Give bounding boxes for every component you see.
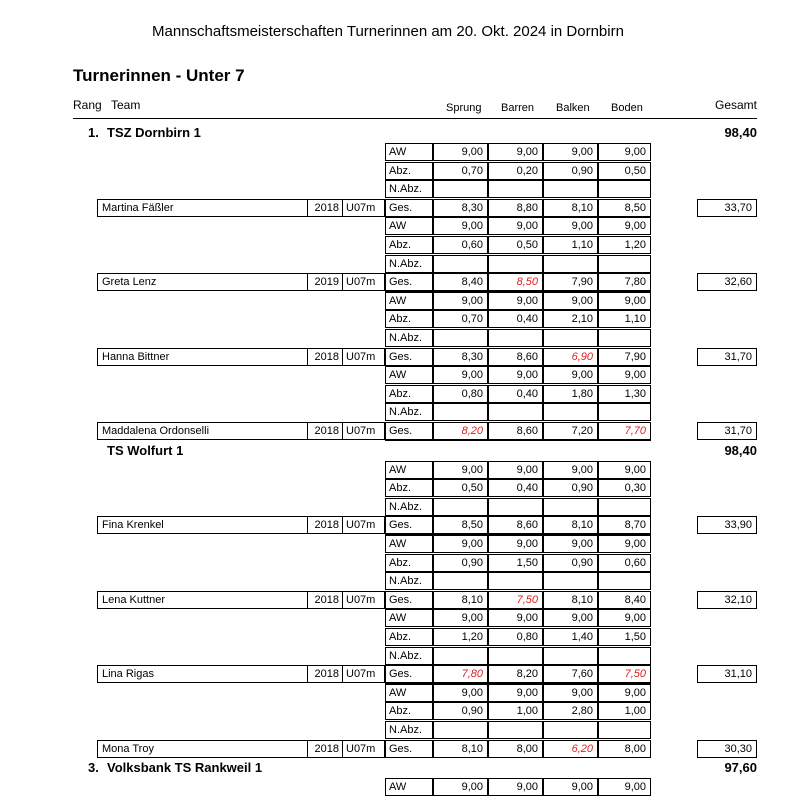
score-aw-0: 9,00 xyxy=(433,684,488,702)
row-label-ges: Ges. xyxy=(385,740,433,758)
row-label-ges: Ges. xyxy=(385,516,433,534)
score-aw-1: 9,00 xyxy=(488,143,543,161)
team-total: 97,60 xyxy=(724,760,757,776)
gymnast-total: 31,10 xyxy=(697,665,757,683)
score-ges-3: 7,90 xyxy=(598,348,651,366)
row-label-aw: AW xyxy=(385,366,433,384)
score-ges-1: 8,20 xyxy=(488,665,543,683)
score-abz-2: 0,90 xyxy=(543,162,598,180)
score-aw-3: 9,00 xyxy=(598,535,651,553)
column-header-boden: Boden xyxy=(611,102,643,114)
score-nabz-2 xyxy=(543,180,598,198)
score-ges-0: 8,10 xyxy=(433,591,488,609)
gymnast-total: 32,10 xyxy=(697,591,757,609)
score-aw-3: 9,00 xyxy=(598,778,651,796)
score-abz-0: 0,80 xyxy=(433,385,488,403)
score-abz-1: 1,50 xyxy=(488,554,543,572)
score-nabz-1 xyxy=(488,403,543,421)
score-ges-1: 8,80 xyxy=(488,199,543,217)
score-aw-0: 9,00 xyxy=(433,366,488,384)
row-label-aw: AW xyxy=(385,461,433,479)
score-nabz-3 xyxy=(598,721,651,739)
score-abz-2: 1,80 xyxy=(543,385,598,403)
score-nabz-2 xyxy=(543,647,598,665)
score-aw-0: 9,00 xyxy=(433,292,488,310)
score-abz-0: 0,50 xyxy=(433,479,488,497)
row-label-nabz: N.Abz. xyxy=(385,498,433,516)
score-abz-3: 1,30 xyxy=(598,385,651,403)
score-aw-3: 9,00 xyxy=(598,366,651,384)
score-nabz-2 xyxy=(543,255,598,273)
gymnast-name: Hanna Bittner xyxy=(97,348,308,366)
score-ges-3: 7,70 xyxy=(598,422,651,440)
score-ges-0: 8,50 xyxy=(433,516,488,534)
score-aw-1: 9,00 xyxy=(488,684,543,702)
score-ges-2: 6,20 xyxy=(543,740,598,758)
score-aw-3: 9,00 xyxy=(598,461,651,479)
score-aw-1: 9,00 xyxy=(488,366,543,384)
score-abz-3: 0,60 xyxy=(598,554,651,572)
score-ges-3: 7,80 xyxy=(598,273,651,291)
gymnast-year: 2018 xyxy=(307,348,343,366)
gymnast-separator xyxy=(385,757,651,758)
score-aw-1: 9,00 xyxy=(488,535,543,553)
row-label-nabz: N.Abz. xyxy=(385,647,433,665)
score-nabz-0 xyxy=(433,255,488,273)
score-abz-1: 0,20 xyxy=(488,162,543,180)
gymnast-total: 31,70 xyxy=(697,422,757,440)
score-abz-1: 0,40 xyxy=(488,385,543,403)
score-abz-1: 0,80 xyxy=(488,628,543,646)
score-ges-3: 7,50 xyxy=(598,665,651,683)
gymnast-class: U07m xyxy=(342,740,385,758)
score-aw-1: 9,00 xyxy=(488,217,543,235)
score-aw-2: 9,00 xyxy=(543,535,598,553)
team-name: TS Wolfurt 1 xyxy=(107,442,184,458)
score-aw-2: 9,00 xyxy=(543,684,598,702)
score-ges-3: 8,50 xyxy=(598,199,651,217)
score-abz-2: 2,10 xyxy=(543,310,598,328)
row-label-aw: AW xyxy=(385,143,433,161)
score-nabz-1 xyxy=(488,572,543,590)
score-aw-3: 9,00 xyxy=(598,217,651,235)
score-nabz-1 xyxy=(488,721,543,739)
gymnast-class: U07m xyxy=(342,665,385,683)
score-abz-1: 1,00 xyxy=(488,702,543,720)
gymnast-name: Lena Kuttner xyxy=(97,591,308,609)
gymnast-total: 33,70 xyxy=(697,199,757,217)
gymnast-name: Martina Fäßler xyxy=(97,199,308,217)
score-ges-2: 7,60 xyxy=(543,665,598,683)
gymnast-total: 33,90 xyxy=(697,516,757,534)
score-nabz-0 xyxy=(433,180,488,198)
gymnast-separator xyxy=(385,440,651,441)
column-header-barren: Barren xyxy=(501,102,535,114)
gymnast-class: U07m xyxy=(342,422,385,440)
score-aw-1: 9,00 xyxy=(488,778,543,796)
row-label-aw: AW xyxy=(385,778,433,796)
score-nabz-1 xyxy=(488,647,543,665)
score-nabz-3 xyxy=(598,180,651,198)
row-label-abz: Abz. xyxy=(385,162,433,180)
score-ges-2: 7,90 xyxy=(543,273,598,291)
score-aw-2: 9,00 xyxy=(543,143,598,161)
team-name: TSZ Dornbirn 1 xyxy=(107,125,201,140)
row-label-aw: AW xyxy=(385,217,433,235)
score-aw-1: 9,00 xyxy=(488,461,543,479)
score-abz-1: 0,40 xyxy=(488,310,543,328)
score-abz-0: 0,70 xyxy=(433,310,488,328)
score-ges-3: 8,40 xyxy=(598,591,651,609)
score-abz-0: 1,20 xyxy=(433,628,488,646)
score-abz-0: 0,90 xyxy=(433,554,488,572)
row-label-nabz: N.Abz. xyxy=(385,572,433,590)
column-header-sprung: Sprung xyxy=(446,102,482,114)
score-ges-2: 6,90 xyxy=(543,348,598,366)
column-header-team: Team xyxy=(111,98,141,112)
score-aw-0: 9,00 xyxy=(433,535,488,553)
row-label-nabz: N.Abz. xyxy=(385,255,433,273)
score-aw-0: 9,00 xyxy=(433,778,488,796)
row-label-abz: Abz. xyxy=(385,236,433,254)
score-abz-2: 0,90 xyxy=(543,554,598,572)
score-ges-2: 8,10 xyxy=(543,199,598,217)
score-aw-0: 9,00 xyxy=(433,609,488,627)
score-abz-3: 1,00 xyxy=(598,702,651,720)
gymnast-total: 32,60 xyxy=(697,273,757,291)
gymnast-year: 2018 xyxy=(307,199,343,217)
score-abz-3: 1,20 xyxy=(598,236,651,254)
score-abz-2: 1,10 xyxy=(543,236,598,254)
score-abz-0: 0,60 xyxy=(433,236,488,254)
column-header-rang: Rang xyxy=(73,98,102,112)
team-name: Volksbank TS Rankweil 1 xyxy=(107,760,263,776)
score-nabz-0 xyxy=(433,647,488,665)
gymnast-name: Mona Troy xyxy=(97,740,308,758)
team-total: 98,40 xyxy=(724,442,757,458)
score-aw-0: 9,00 xyxy=(433,143,488,161)
score-abz-2: 2,80 xyxy=(543,702,598,720)
score-ges-3: 8,00 xyxy=(598,740,651,758)
gymnast-name: Lina Rigas xyxy=(97,665,308,683)
row-label-aw: AW xyxy=(385,292,433,310)
gymnast-year: 2018 xyxy=(307,422,343,440)
score-ges-2: 8,10 xyxy=(543,591,598,609)
score-ges-1: 8,60 xyxy=(488,348,543,366)
score-nabz-1 xyxy=(488,329,543,347)
row-label-aw: AW xyxy=(385,535,433,553)
score-nabz-1 xyxy=(488,180,543,198)
row-label-ges: Ges. xyxy=(385,348,433,366)
gymnast-class: U07m xyxy=(342,199,385,217)
score-ges-0: 8,30 xyxy=(433,199,488,217)
gymnast-class: U07m xyxy=(342,348,385,366)
score-nabz-0 xyxy=(433,572,488,590)
gymnast-class: U07m xyxy=(342,516,385,534)
score-ges-1: 8,60 xyxy=(488,516,543,534)
gymnast-name: Maddalena Ordonselli xyxy=(97,422,308,440)
score-aw-0: 9,00 xyxy=(433,217,488,235)
gymnast-name: Greta Lenz xyxy=(97,273,308,291)
score-aw-1: 9,00 xyxy=(488,292,543,310)
score-nabz-3 xyxy=(598,572,651,590)
gymnast-year: 2018 xyxy=(307,740,343,758)
score-abz-3: 0,50 xyxy=(598,162,651,180)
score-aw-2: 9,00 xyxy=(543,461,598,479)
score-aw-2: 9,00 xyxy=(543,292,598,310)
score-aw-2: 9,00 xyxy=(543,609,598,627)
row-label-ges: Ges. xyxy=(385,273,433,291)
row-label-nabz: N.Abz. xyxy=(385,180,433,198)
score-aw-2: 9,00 xyxy=(543,217,598,235)
row-label-aw: AW xyxy=(385,684,433,702)
score-aw-0: 9,00 xyxy=(433,461,488,479)
score-abz-1: 0,40 xyxy=(488,479,543,497)
score-nabz-0 xyxy=(433,403,488,421)
gymnast-year: 2018 xyxy=(307,516,343,534)
category-title: Turnerinnen - Unter 7 xyxy=(73,66,245,85)
team-rank: 3. xyxy=(88,760,99,776)
score-nabz-1 xyxy=(488,255,543,273)
column-header-gesamt: Gesamt xyxy=(714,98,757,112)
score-abz-2: 1,40 xyxy=(543,628,598,646)
row-label-abz: Abz. xyxy=(385,385,433,403)
score-aw-1: 9,00 xyxy=(488,609,543,627)
score-aw-2: 9,00 xyxy=(543,778,598,796)
score-ges-1: 7,50 xyxy=(488,591,543,609)
row-label-nabz: N.Abz. xyxy=(385,403,433,421)
row-label-nabz: N.Abz. xyxy=(385,329,433,347)
score-ges-0: 8,10 xyxy=(433,740,488,758)
score-ges-0: 8,40 xyxy=(433,273,488,291)
row-label-abz: Abz. xyxy=(385,479,433,497)
score-nabz-3 xyxy=(598,498,651,516)
score-aw-3: 9,00 xyxy=(598,684,651,702)
row-label-abz: Abz. xyxy=(385,702,433,720)
score-nabz-0 xyxy=(433,329,488,347)
score-aw-2: 9,00 xyxy=(543,366,598,384)
score-ges-1: 8,00 xyxy=(488,740,543,758)
score-abz-3: 0,30 xyxy=(598,479,651,497)
team-total: 98,40 xyxy=(724,125,757,140)
score-nabz-1 xyxy=(488,498,543,516)
row-label-ges: Ges. xyxy=(385,199,433,217)
score-ges-3: 8,70 xyxy=(598,516,651,534)
score-nabz-2 xyxy=(543,403,598,421)
score-aw-3: 9,00 xyxy=(598,292,651,310)
score-ges-1: 8,60 xyxy=(488,422,543,440)
score-nabz-0 xyxy=(433,498,488,516)
gymnast-total: 30,30 xyxy=(697,740,757,758)
row-label-abz: Abz. xyxy=(385,628,433,646)
score-abz-2: 0,90 xyxy=(543,479,598,497)
score-ges-0: 8,20 xyxy=(433,422,488,440)
score-nabz-3 xyxy=(598,329,651,347)
score-nabz-3 xyxy=(598,255,651,273)
score-nabz-3 xyxy=(598,647,651,665)
score-aw-3: 9,00 xyxy=(598,609,651,627)
row-label-ges: Ges. xyxy=(385,665,433,683)
score-nabz-2 xyxy=(543,572,598,590)
row-label-ges: Ges. xyxy=(385,591,433,609)
score-ges-2: 8,10 xyxy=(543,516,598,534)
header-rule xyxy=(73,118,757,119)
score-ges-1: 8,50 xyxy=(488,273,543,291)
score-ges-0: 8,30 xyxy=(433,348,488,366)
gymnast-class: U07m xyxy=(342,273,385,291)
gymnast-class: U07m xyxy=(342,591,385,609)
document-title: Mannschaftsmeisterschaften Turnerinnen am 20. Okt. 2024 in Dornbirn xyxy=(152,23,624,40)
gymnast-year: 2018 xyxy=(307,591,343,609)
row-label-abz: Abz. xyxy=(385,554,433,572)
gymnast-year: 2019 xyxy=(307,273,343,291)
gymnast-total: 31,70 xyxy=(697,348,757,366)
score-abz-3: 1,10 xyxy=(598,310,651,328)
row-label-abz: Abz. xyxy=(385,310,433,328)
score-nabz-2 xyxy=(543,329,598,347)
score-nabz-3 xyxy=(598,403,651,421)
row-label-nabz: N.Abz. xyxy=(385,721,433,739)
score-abz-0: 0,90 xyxy=(433,702,488,720)
row-label-ges: Ges. xyxy=(385,422,433,440)
column-header-balken: Balken xyxy=(556,102,590,114)
score-abz-0: 0,70 xyxy=(433,162,488,180)
score-ges-0: 7,80 xyxy=(433,665,488,683)
row-label-aw: AW xyxy=(385,609,433,627)
score-nabz-0 xyxy=(433,721,488,739)
score-abz-3: 1,50 xyxy=(598,628,651,646)
score-nabz-2 xyxy=(543,498,598,516)
score-abz-1: 0,50 xyxy=(488,236,543,254)
score-aw-3: 9,00 xyxy=(598,143,651,161)
score-nabz-2 xyxy=(543,721,598,739)
score-ges-2: 7,20 xyxy=(543,422,598,440)
gymnast-name: Fina Krenkel xyxy=(97,516,308,534)
team-rank: 1. xyxy=(88,125,99,140)
gymnast-year: 2018 xyxy=(307,665,343,683)
